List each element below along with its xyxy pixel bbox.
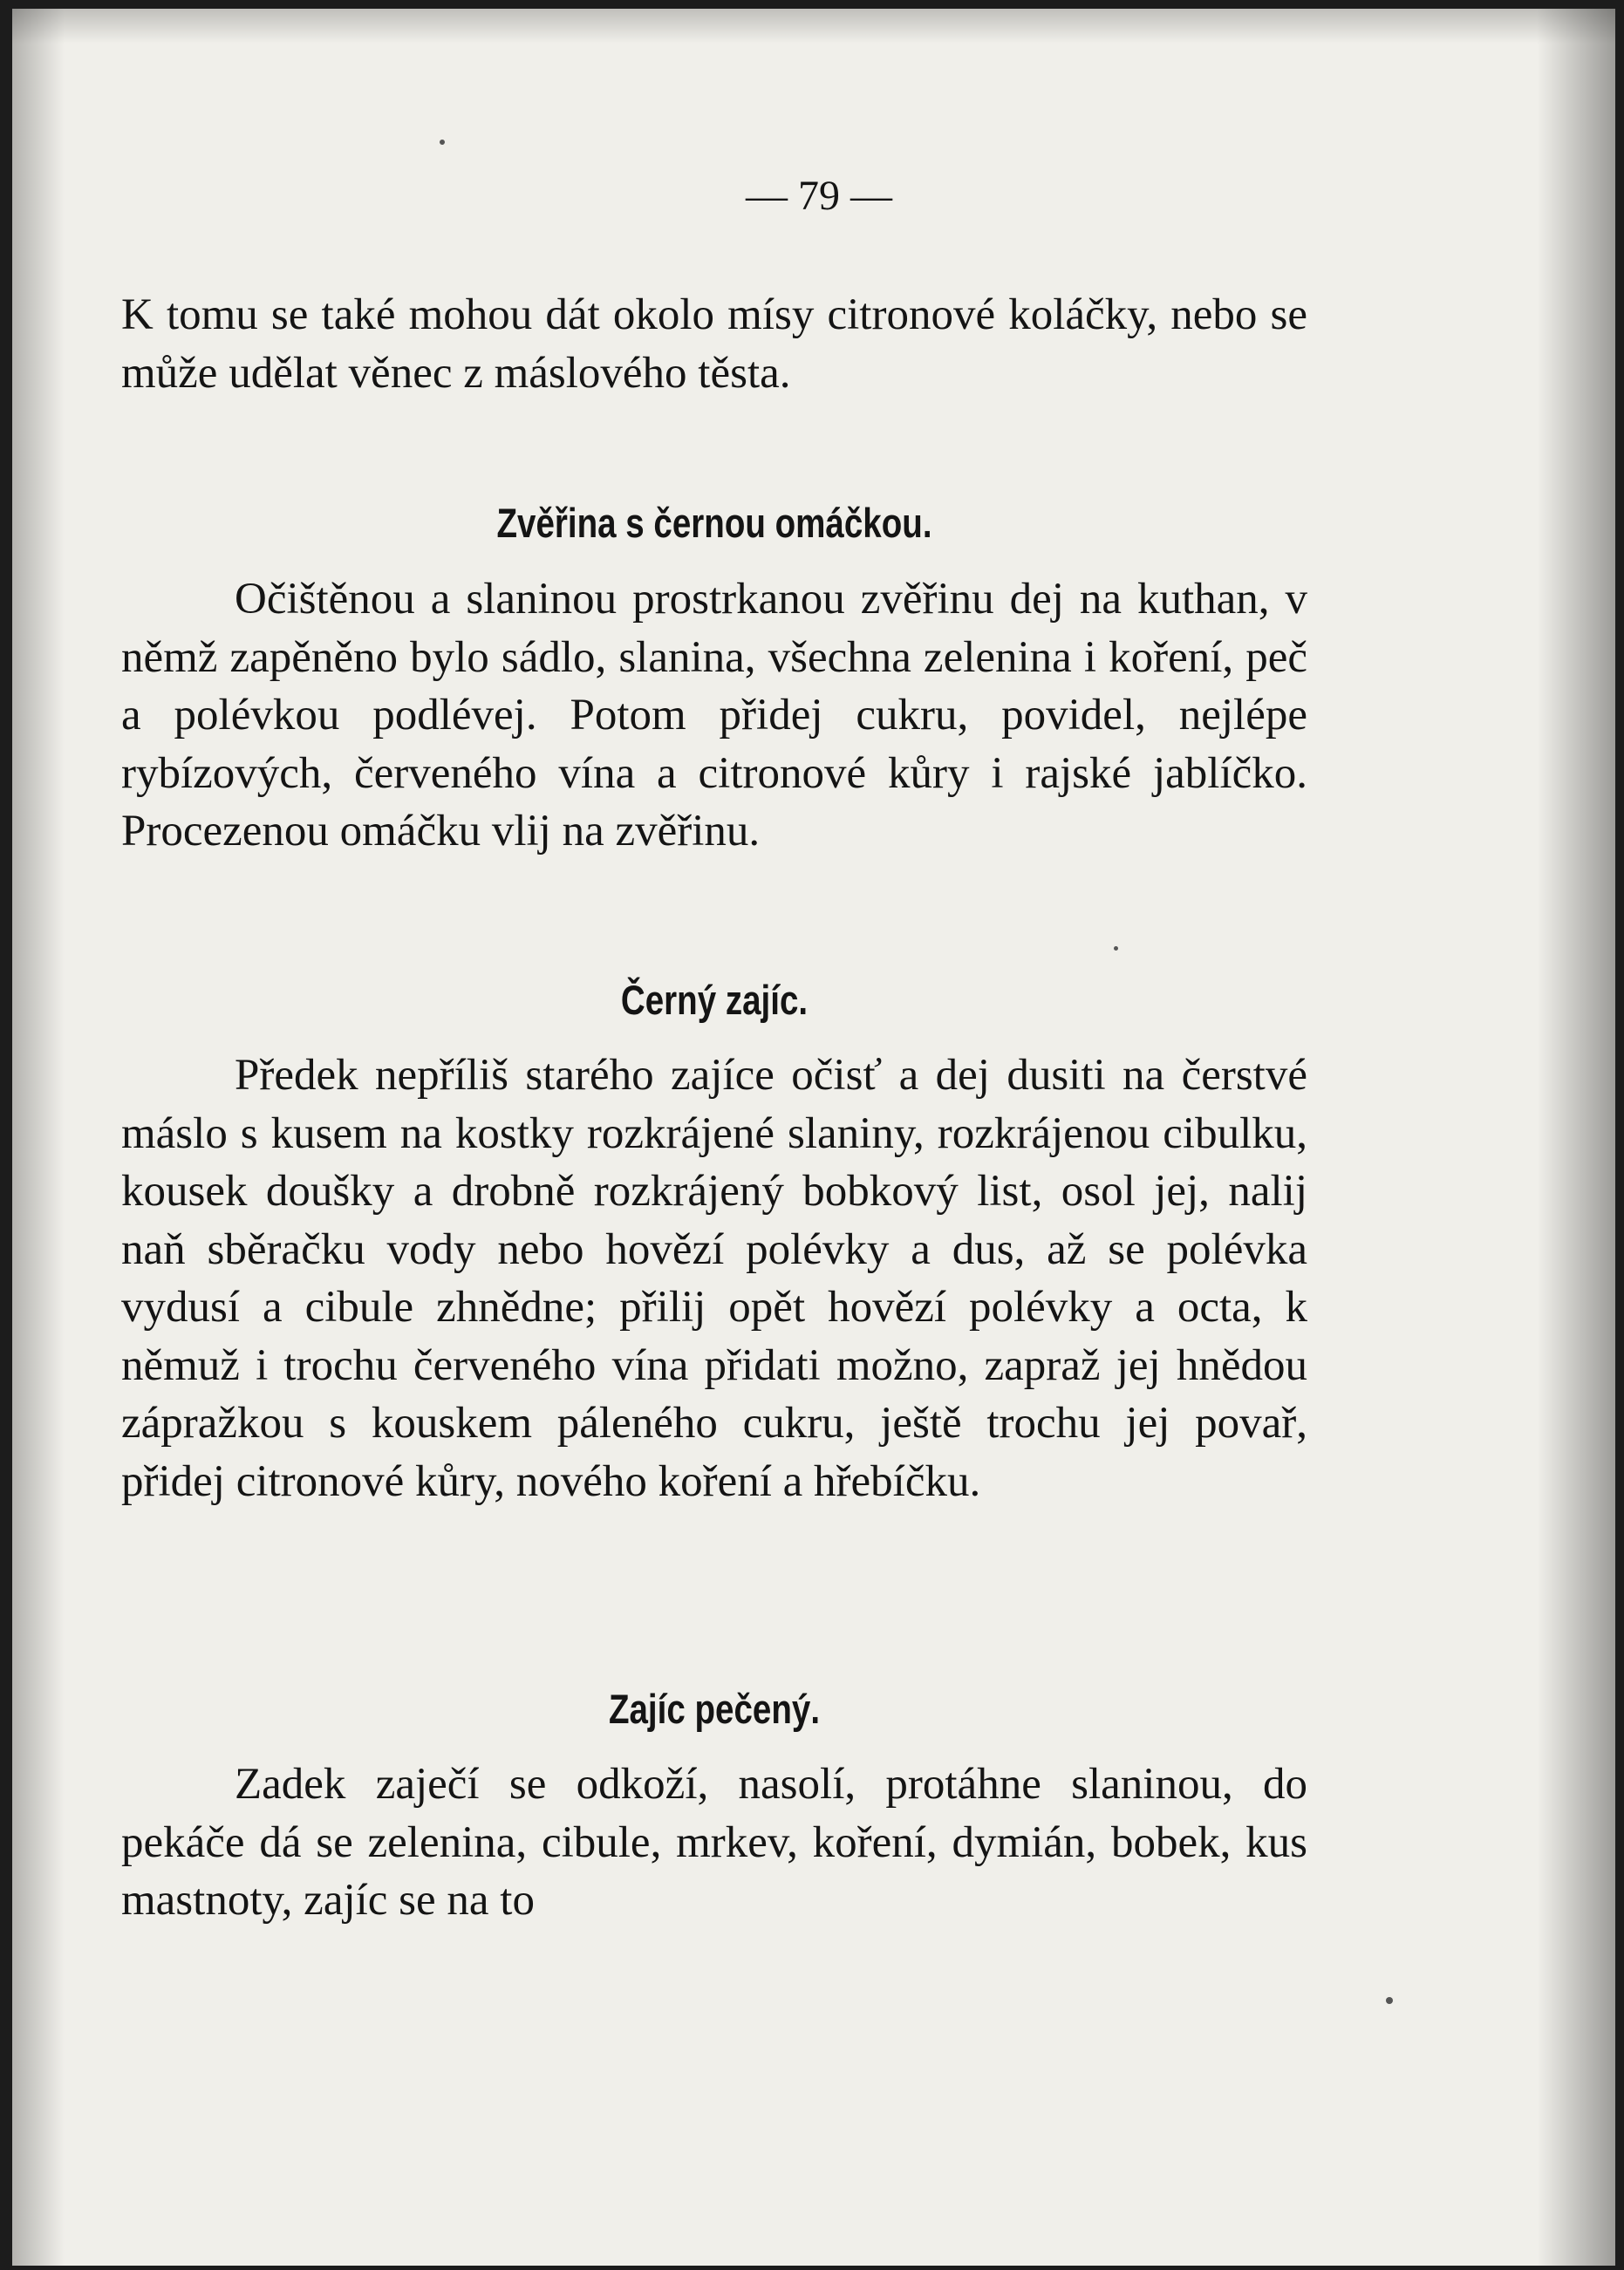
print-speck [440,140,445,145]
page-shadow-left [12,9,65,2266]
paragraph-zajic-peceny: Zadek zaječí se odkoží, nasolí, protáhne slaninou, do pekáče dá se zelenina, cibule, mrkev, koření, dymián, bobek, kus mastnoty, zajíc se na to [121,1760,1307,1925]
heading-cerny-zajic: Černý zajíc. [620,977,809,1023]
scanned-book-page [12,9,1615,2266]
heading-zverina: Zvěřina s černou omáčkou. [496,500,932,546]
page-shadow-top [12,9,1615,44]
print-speck [1386,1997,1393,2004]
page-shadow-right [1537,9,1615,2266]
print-speck [1114,946,1118,951]
intro-paragraph: K tomu se také mohou dát okolo mísy citronové koláčky, nebo se může udělat věnec z máslového těsta. [121,290,1307,398]
paragraph-cerny-zajic: Předek nepříliš starého zajíce očisť a dej dusiti na čerstvé máslo s kusem na kostky rozkrájené slaniny, rozkrájenou cibulku, kousek doušky a drobně rozkrájený bobkový list, osol jej, nalij naň sběračku vody nebo hovězí polévky a dus, až se polévka vydusí a cibule zhnědne; přilij opět hovězí polévky a octa, k němuž i trochu červeného vína přidati možno, zapraž jej hnědou zápražkou s kouskem páleného cukru, ještě trochu jej povař, přidej citronové kůry, nového koření a hřebíčku. [121,1051,1307,1506]
heading-zajic-peceny: Zajíc pečený. [608,1686,821,1732]
page-number: — 79 — [746,173,892,219]
paragraph-zverina: Očištěnou a slaninou prostrkanou zvěřinu dej na kuthan, v němž zapěněno bylo sádlo, slanina, všechna zelenina i koření, peč a polévkou podlévej. Potom přidej cukru, povidel, nejlépe rybízových, červeného vína a citronové kůry i rajské jablíčko. Procezenou omáčku vlij na zvěřinu. [121,575,1307,856]
